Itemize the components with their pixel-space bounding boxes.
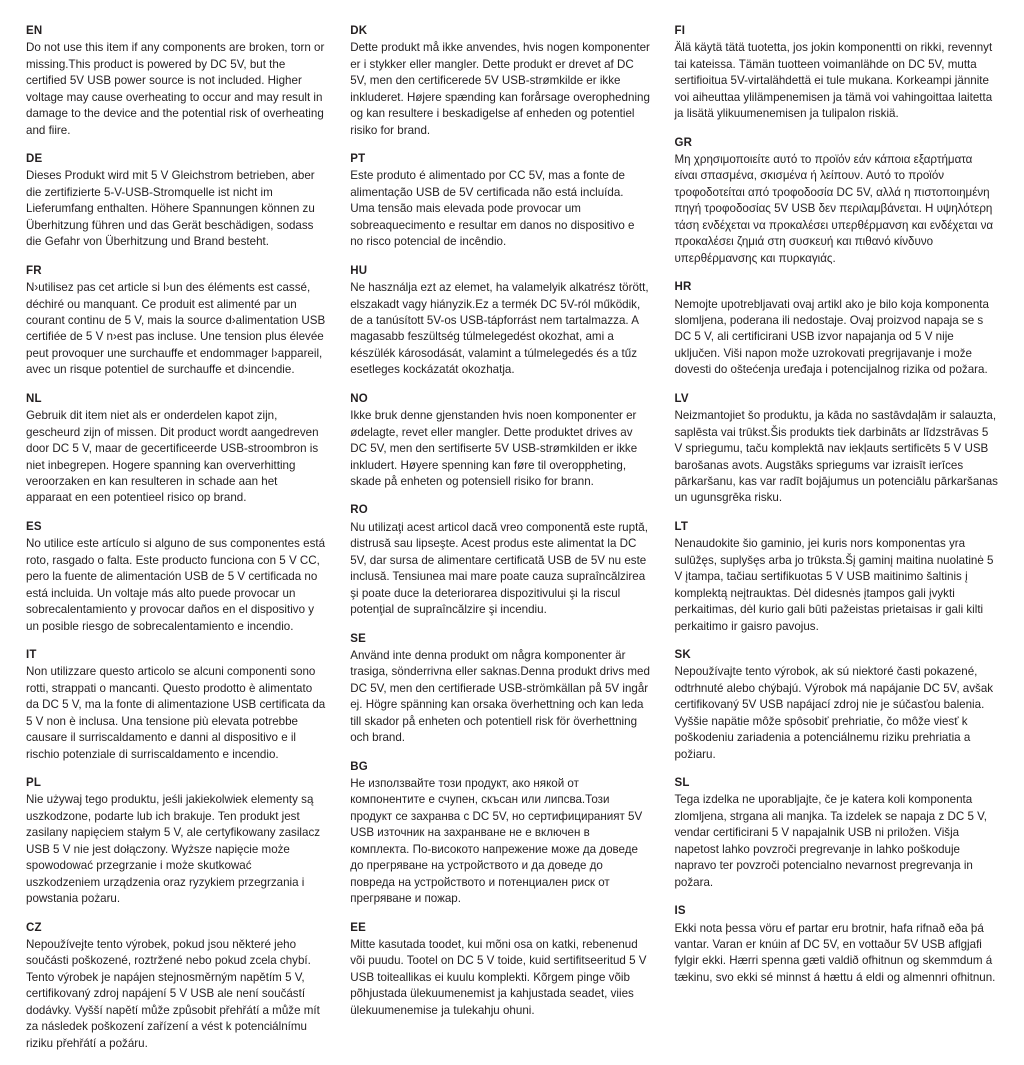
language-warning-text: Nenaudokite šio gaminio, jei kuris nors komponentas yra sulūžęs, suplyšęs arba jo trūksta.Šį gaminį maitina nuolatinė 5 V įtampa, tačiau sertifikuotas 5 V USB maitinimo šaltinis į komplektą neįtrauktas. Dėl didesnės įtampos gali įvykti perkaitimas, dėl kurio gali būti pažeistas prietaisas ir gali kilti perkaitimo ir gaisro pavojus. (674, 537, 997, 633)
language-entry-de (26, 152, 326, 251)
language-entry-es (26, 520, 329, 635)
language-code: LT (674, 520, 689, 533)
language-column-1 (26, 24, 350, 1065)
language-entry-pl (26, 776, 326, 908)
language-warning-text: Ne használja ezt az elemet, ha valamelyik alkatrész törött, elszakadt vagy hiányzik.Ez a termék DC 5V-ról működik, de a tanúsított 5V-os USB-tápforrást nem tartalmazza. A magasabb feszültség túlmelegedést okozhat, ami a készülék károsodását, valamint a túlmelegedés és a tűz esetleges kockázatát okozhatja. (350, 281, 652, 377)
language-warning-text: Nie używaj tego produktu, jeśli jakiekolwiek elementy są uszkodzone, podarte lub ich brakuje. Ten produkt jest zasilany napięciem stałym 5 V, ale certyfikowany zasilacz USB 5 V nie jest dołączony. Wyższe napięcie może spowodować przegrzanie i może skutkować uszkodzeniem urządzenia oraz ryzykiem przegrzania i powstania pożaru. (26, 793, 324, 906)
language-code: ES (26, 520, 42, 533)
language-code: DE (26, 153, 43, 166)
language-entry-lt (674, 520, 998, 635)
language-code: SL (674, 777, 690, 790)
language-entry-se (350, 632, 654, 747)
language-warning-text: Dette produkt må ikke anvendes, hvis nogen komponenter er i stykker eller mangler. Dette produkt er drevet af DC 5V, men den certificerede 5V USB-strømkilde er ikke inkluderet. Højere spænding kan forårsage overophedning og kan resultere i beskadigelse af enheden og potentiel risiko for brand. (350, 41, 654, 137)
language-code: PL (26, 777, 42, 790)
language-entry-gr (674, 136, 998, 268)
language-warning-text: Este produto é alimentado por CC 5V, mas a fonte de alimentação USB de 5V certificada não está incluída. Uma tensão mais elevada pode provocar um sobreaquecimento e resultar em danos no dispositivo e no risco potencial de incêndio. (350, 169, 638, 249)
language-code: IT (26, 649, 37, 662)
language-entry-ee (350, 921, 650, 1020)
language-code: PT (350, 153, 366, 166)
language-code: IS (674, 905, 686, 918)
language-warning-text: Μη χρησιμοποιείτε αυτό το προϊόν εάν κάποια εξαρτήματα είναι σπασμένα, σκισμένα ή λείπουν. Αυτό το προϊόν τροφοδοτείται από τροφοδοσία DC 5V, αλλά η πιστοποιημένη πηγή τροφοδοσίας 5V USB δεν περιλαμβάνεται. Η υψηλότερη τάση ενδέχεται να προκαλέσει υπερθέρμανση και ενδέχεται να προκαλέσει ζημιά στη συσκευή και πιθανό κίνδυνο υπερθέρμανσης και πυρκαγιάς. (674, 153, 997, 265)
language-entry-pt (350, 152, 650, 251)
language-warning-text: Älä käytä tätä tuotetta, jos jokin komponentti on rikki, revennyt tai kateissa. Tämän tuotteen voimanlähde on DC 5V, mutta sertifioitua 5V-virtalähdettä ei tule mukana. Korkeampi jännite voi aiheuttaa ylilämpenemisen ja tämä voi vahingoittaa laitetta ja lisätä ylikuumenemisen ja tulipalon riskiä. (674, 41, 996, 121)
language-code: EN (26, 25, 43, 37)
language-warning-text: Dieses Produkt wird mit 5 V Gleichstrom betrieben, aber die zertifizierte 5-V-USB-Stromquelle ist nicht im Lieferumfang enthalten. Höhere Spannungen können zu Überhitzung führen und das Gerät beschädigen, sodass die Gefahr von Überhitzung und Brand besteht. (26, 169, 319, 249)
language-code: NL (26, 392, 42, 405)
language-entry-hu (350, 264, 650, 379)
language-entry-sk (674, 648, 998, 763)
language-column-2 (350, 24, 674, 1032)
language-code: DK (350, 25, 368, 37)
language-column-3 (674, 24, 1002, 999)
language-warning-text: Neizmantojiet šo produktu, ja kāda no sastāvdaļām ir salauzta, saplēsta vai trūkst.Šis produkts tiek darbināts ar līdzstrāvas 5 V spriegumu, taču komplektā nav iekļauts sertificēts 5 V USB barošanas avots. Augstāks spriegums var izraisīt ierīces pārkaršanu, kas var radīt bojājumus un potenciālu pārkaršanas un ugunsgrēka risku. (674, 409, 1002, 505)
language-warning-text: Tega izdelka ne uporabljajte, če je katera koli komponenta zlomljena, strgana ali manjka. Ta izdelek se napaja z DC 5 V, vendar certificirani 5 V napajalnik USB ni priložen. Višja napetost lahko povzroči pregrevanje in lahko poškoduje napravo ter povzroči potencialno nevarnost pregrevanja in požara. (674, 793, 991, 889)
language-warning-text: Använd inte denna produkt om några komponenter är trasiga, sönderrivna eller saknas.Denna produkt drivs med DC 5V, men den certifierade USB-strömkällan på 5V ingår ej. Högre spänning kan orsaka överhettning och kan leda till skador på enheten och potentiell risk för överhettning och brand. (350, 648, 654, 745)
language-entry-is (674, 904, 998, 986)
language-code: NO (350, 392, 368, 405)
language-code: SK (674, 649, 691, 662)
language-code: GR (674, 136, 693, 149)
language-entry-cz (26, 921, 326, 1053)
language-warning-text: N›utilisez pas cet article si l›un des éléments est cassé, déchiré ou manquant. Ce produit est alimenté par un courant continu de 5 V, mais la source d›alimentation USB certifiée de 5 V n›est pas incluse. Une tension plus élevée peut provoquer une surchauffe et endommager l›appareil, avec un risque potentiel de surchauffe et d›incendie. (26, 281, 329, 377)
language-entry-en (26, 24, 326, 139)
language-code: CZ (26, 921, 42, 934)
language-code: BG (350, 760, 368, 773)
language-code: EE (350, 921, 366, 934)
language-entry-sl (674, 776, 998, 891)
language-entry-no (350, 392, 650, 491)
language-entry-fi (674, 24, 998, 123)
language-warning-text: Nemojte upotrebljavati ovaj artikl ako je bilo koja komponenta slomljena, poderana ili nedostaje. Ovaj proizvod napaja se s DC 5 V, ali certificirani USB izvor napajanja od 5 V nije uključen. Viši napon može uzrokovati pregrijavanje i može dovesti do oštećenja uređaja i potencijalnog rizika od požara. (674, 297, 993, 377)
language-warning-text: Do not use this item if any components are broken, torn or missing.This product is powered by DC 5V, but the certified 5V USB power source is not included. Higher voltage may cause overheating to occur and may result in damage to the device and the potential risk of overheating and fiire. (26, 41, 328, 137)
language-code: RO (350, 504, 368, 517)
language-code: FI (674, 25, 686, 37)
language-code: HR (674, 281, 692, 294)
language-warning-text: Mitte kasutada toodet, kui mõni osa on katki, rebenenud või puudu. Tootel on DC 5 V toide, kuid sertifitseeritud 5 V USB toiteallikas ei kuulu komplekti. Kõrgem pinge võib põhjustada ülekuumenemist ja kahjustada seadet, viies ülekuumenemise ja tulekahju ohuni. (350, 938, 650, 1017)
language-warning-text: Ekki nota þessa vöru ef partar eru brotnir, hafa rifnað eða þá vantar. Varan er knúin af DC 5V, en vottaður 5V USB aflgjafi fylgir ekki. Hærri spenna gæti valdið ofhitnun og skemmdum á tækinu, svo ekki sé minnst á hættu á eldi og almennri ofhitnun. (674, 921, 996, 984)
language-entry-bg (350, 760, 650, 908)
language-entry-fr (26, 264, 329, 379)
language-code: FR (26, 264, 42, 277)
language-entry-ro (350, 503, 650, 618)
language-code: LV (674, 392, 689, 405)
language-warning-text: Не използвайте този продукт, ако някой от компонентите е счупен, скъсан или липсва.Този продукт се захранва с DC 5V, но сертифицираният 5V USB източник на захранване не е включен в комплекта. По-високото напрежение може да доведе до прегряване на устройството и да доведе до повреда на устройството и потенциален риск от прегряване и пожар. (350, 777, 646, 906)
language-warning-text: Nepoužívajte tento výrobok, ak sú niektoré časti pokazené, odtrhnuté alebo chýbajú. Výrobok má napájanie DC 5V, avšak certifikovaný 5V USB napájací zdroj nie je súčasťou balenia. Vyššie napätie môže spôsobiť prehriatie, čo môže viesť k poškodeniu zariadenia a potenciálnemu riziku prehriatia a požiaru. (674, 665, 997, 761)
language-warning-text: Nu utilizaţi acest articol dacă vreo componentă este ruptă, distrusă sau lipseşte. Acest produs este alimentat la DC 5V, dar sursa de alimentare certificată USB de 5V nu este inclusă. Tensiunea mai mare poate cauza supraîncălzirea şi poate duce la deteriorarea dispozitivului şi la riscul potenţial de supraîncălzire şi incendiu. (350, 520, 652, 617)
language-warning-text: Ikke bruk denne gjenstanden hvis noen komponenter er ødelagte, revet eller mangler. Dette produktet drives av DC 5V, men den sertifiserte 5V USB-strømkilden er ikke inkludert. Høyere spenning kan føre til overoppheting, skade på enheten og potensiell risiko for brann. (350, 409, 641, 489)
language-warning-text: Non utilizzare questo articolo se alcuni componenti sono rotti, strappati o mancanti. Questo prodotto è alimentato da DC 5 V, ma la fonte di alimentazione USB certificata da 5 V non è inclusa. Una tensione più elevata potrebbe causare il surriscaldamento e danni al dispositivo e il rischio potenziale di surriscaldamento e incendio. (26, 665, 329, 761)
language-warning-text: Gebruik dit item niet als er onderdelen kapot zijn, gescheurd zijn of missen. Dit product wordt aangedreven door DC 5 V, maar de gecertificeerde USB-stroombron is niet inbegrepen. Hogere spanning kan oververhitting veroorzaken en kan resulteren in schade aan het apparaat en een potentieel risico op brand. (26, 409, 322, 505)
language-entry-nl (26, 392, 326, 507)
language-entry-hr (674, 280, 998, 379)
language-entry-dk (350, 24, 654, 139)
language-code: HU (350, 264, 368, 277)
language-entry-lv (674, 392, 1002, 507)
language-warning-text: Nepoužívejte tento výrobek, pokud jsou některé jeho součásti poškozené, roztržené nebo pokud zcela chybí. Tento výrobek je napájen stejnosměrným napětím 5 V, certifikovaný zdroj napájení 5 V USB ale není součástí dodávky. Vyšší napětí může způsobit přehřátí a může mít za následek poškození zařízení a vést k potenciálnímu riziku přehřátí a požáru. (26, 938, 324, 1050)
language-entry-it (26, 648, 329, 763)
language-code: SE (350, 632, 366, 645)
language-warning-text: No utilice este artículo si alguno de sus componentes está roto, rasgado o falta. Este producto funciona con 5 V CC, pero la fuente de alimentación USB de 5 V certificada no está incluida. Un voltaje más alto puede provocar un sobrecalentamiento y provocar daños en el dispositivo y un posible riesgo de sobrecalentamiento e incendio. (26, 537, 329, 633)
